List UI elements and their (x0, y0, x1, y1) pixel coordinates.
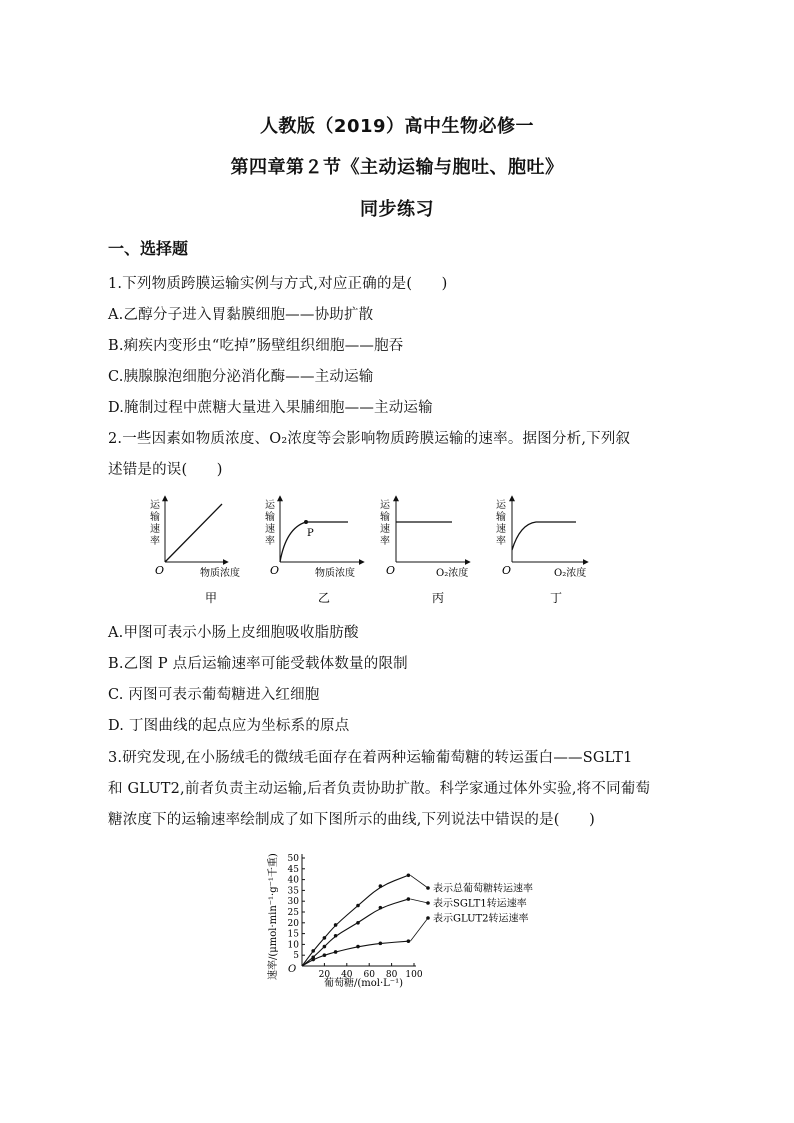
legend-marker-2 (426, 916, 430, 920)
series-1-point-3 (334, 934, 338, 938)
chart-ylabel: 速率/(μmol·min⁻¹·g⁻¹千重) (268, 853, 279, 980)
q2-stem: 2.一些因素如物质浓度、O₂浓度等会影响物质跨膜运输的速率。据图分析,下列叙 (108, 431, 631, 447)
series-1-point-2 (323, 945, 327, 949)
q1-option-d: D.腌制过程中蔗糖大量进入果脯细胞——主动运输 (108, 400, 433, 416)
y-tick-label-1: 10 (287, 940, 299, 951)
point-p-label: P (307, 528, 314, 539)
caption-yi: 乙 (318, 591, 331, 605)
section-heading: 一、选择题 (108, 239, 189, 258)
legend-label-1: 表示SGLT1转运速率 (433, 898, 527, 910)
panel-bing (380, 496, 470, 605)
svg-text:率: 率 (265, 536, 275, 547)
panel-jia (150, 496, 240, 605)
x-tick-label-2: 60 (363, 970, 375, 980)
series-line-1 (302, 899, 408, 966)
legend-marker-1 (426, 901, 430, 905)
y-tick-label-5: 30 (287, 897, 299, 908)
chart-origin: O (288, 964, 297, 975)
curve-ding (512, 522, 576, 550)
series-0-point-4 (356, 904, 360, 908)
panel-yi (265, 496, 364, 605)
legend-marker-0 (426, 886, 430, 890)
svg-text:输: 输 (265, 512, 275, 523)
q2-stem-2: 述错是的误( ) (108, 462, 223, 478)
y-tick-label-4: 25 (287, 908, 299, 918)
doc-subtitle: 第四章第２节《主动运输与胞吐、胞吐》 (230, 157, 564, 178)
svg-text:运: 运 (265, 500, 275, 511)
caption-ding: 丁 (550, 591, 563, 605)
y-tick-label-6: 35 (287, 886, 299, 897)
series-2-point-1 (311, 958, 315, 962)
y-tick-label-3: 20 (287, 918, 299, 929)
legend-leader-2 (410, 918, 428, 941)
origin-4: O (502, 564, 512, 577)
y-tick-label-7: 40 (287, 875, 299, 886)
x-label-4: O₂浓度 (554, 568, 587, 579)
q2-option-a: A.甲图可表示小肠上皮细胞吸收脂肪酸 (108, 625, 359, 641)
series-2-point-4 (356, 945, 360, 949)
y-tick-label-8: 45 (287, 864, 299, 875)
origin-2: O (270, 564, 280, 577)
q2-option-d: D. 丁图曲线的起点应为坐标系的原点 (108, 718, 350, 734)
svg-text:速: 速 (380, 524, 390, 535)
series-2-point-5 (379, 942, 383, 946)
svg-text:运: 运 (496, 500, 506, 511)
series-2-point-3 (334, 950, 338, 954)
y-tick-label-2: 15 (287, 929, 299, 940)
series-0-point-3 (334, 923, 338, 927)
svg-text:速: 速 (496, 524, 506, 535)
legend-leader-0 (410, 875, 428, 888)
svg-text:运: 运 (380, 500, 390, 511)
y-tick-label-0: 5 (293, 951, 299, 962)
y-label-1: 运 (150, 500, 160, 511)
q3-stem-2: 和 GLUT2,前者负责主动运输,后者负责协助扩散。科学家通过体外实验,将不同葡萄 (108, 781, 651, 797)
x-label-2: 物质浓度 (315, 568, 355, 579)
origin-1: O (155, 564, 165, 577)
q1-option-b: B.痢疾内变形虫“吃掉”肠壁组织细胞——胞吞 (108, 338, 404, 354)
q1-option-c: C.胰腺腺泡细胞分泌消化酶——主动运输 (108, 369, 374, 385)
svg-text:率: 率 (380, 536, 390, 547)
svg-text:率: 率 (496, 536, 506, 547)
q2-figure (140, 492, 600, 610)
x-tick-label-3: 80 (385, 970, 398, 980)
svg-text:速: 速 (150, 524, 160, 535)
doc-subtitle-2: 同步练习 (360, 199, 434, 220)
svg-text:输: 输 (380, 512, 390, 523)
series-1-point-4 (356, 921, 360, 925)
panel-ding (496, 496, 588, 605)
x-tick-label-0: 20 (318, 970, 331, 980)
series-2-point-6 (407, 939, 411, 943)
svg-text:输: 输 (150, 512, 160, 523)
series-0-point-2 (323, 936, 327, 940)
svg-text:输: 输 (496, 512, 506, 523)
chart-xlabel: 葡萄糖/(mol·L⁻¹) (324, 978, 403, 989)
x-label-1: 物质浓度 (200, 568, 240, 579)
series-0-point-1 (311, 949, 315, 953)
x-label-3: O₂浓度 (436, 568, 469, 579)
series-1-point-5 (379, 906, 383, 910)
svg-text:速: 速 (265, 524, 275, 535)
caption-jia: 甲 (205, 591, 218, 605)
curve-jia (165, 504, 222, 562)
svg-text:率: 率 (150, 536, 160, 547)
series-0-point-6 (407, 873, 411, 877)
curve-yi (280, 522, 348, 562)
x-tick-label-4: 100 (405, 970, 423, 980)
q2-option-c: C. 丙图可表示葡萄糖进入红细胞 (108, 687, 320, 703)
x-tick-label-1: 40 (341, 970, 353, 980)
legend-label-0: 表示总葡萄糖转运速率 (433, 883, 533, 895)
caption-bing: 丙 (432, 591, 445, 605)
q1-option-a: A.乙醇分子进入胃黏膜细胞——协助扩散 (108, 307, 374, 323)
point-p (304, 520, 308, 524)
q3-stem-3: 糖浓度下的运输速率绘制成了如下图所示的曲线,下列说法中错误的是( ) (108, 812, 595, 828)
q3-chart (262, 838, 592, 998)
doc-title: 人教版（2019）高中生物必修一 (259, 116, 535, 137)
origin-3: O (386, 564, 396, 577)
series-2-point-2 (323, 953, 327, 957)
q1-stem: 1.下列物质跨膜运输实例与方式,对应正确的是( ) (108, 276, 448, 292)
q2-option-b: B.乙图 P 点后运输速率可能受载体数量的限制 (108, 656, 408, 672)
legend-label-2: 表示GLUT2转运速率 (433, 913, 529, 925)
series-0-point-5 (379, 884, 383, 888)
q3-stem: 3.研究发现,在小肠绒毛的微绒毛面存在着两种运输葡萄糖的转运蛋白——SGLT1 (108, 750, 633, 766)
y-tick-label-9: 50 (287, 854, 299, 864)
series-1-point-6 (407, 897, 411, 901)
legend-leader-1 (410, 899, 428, 903)
